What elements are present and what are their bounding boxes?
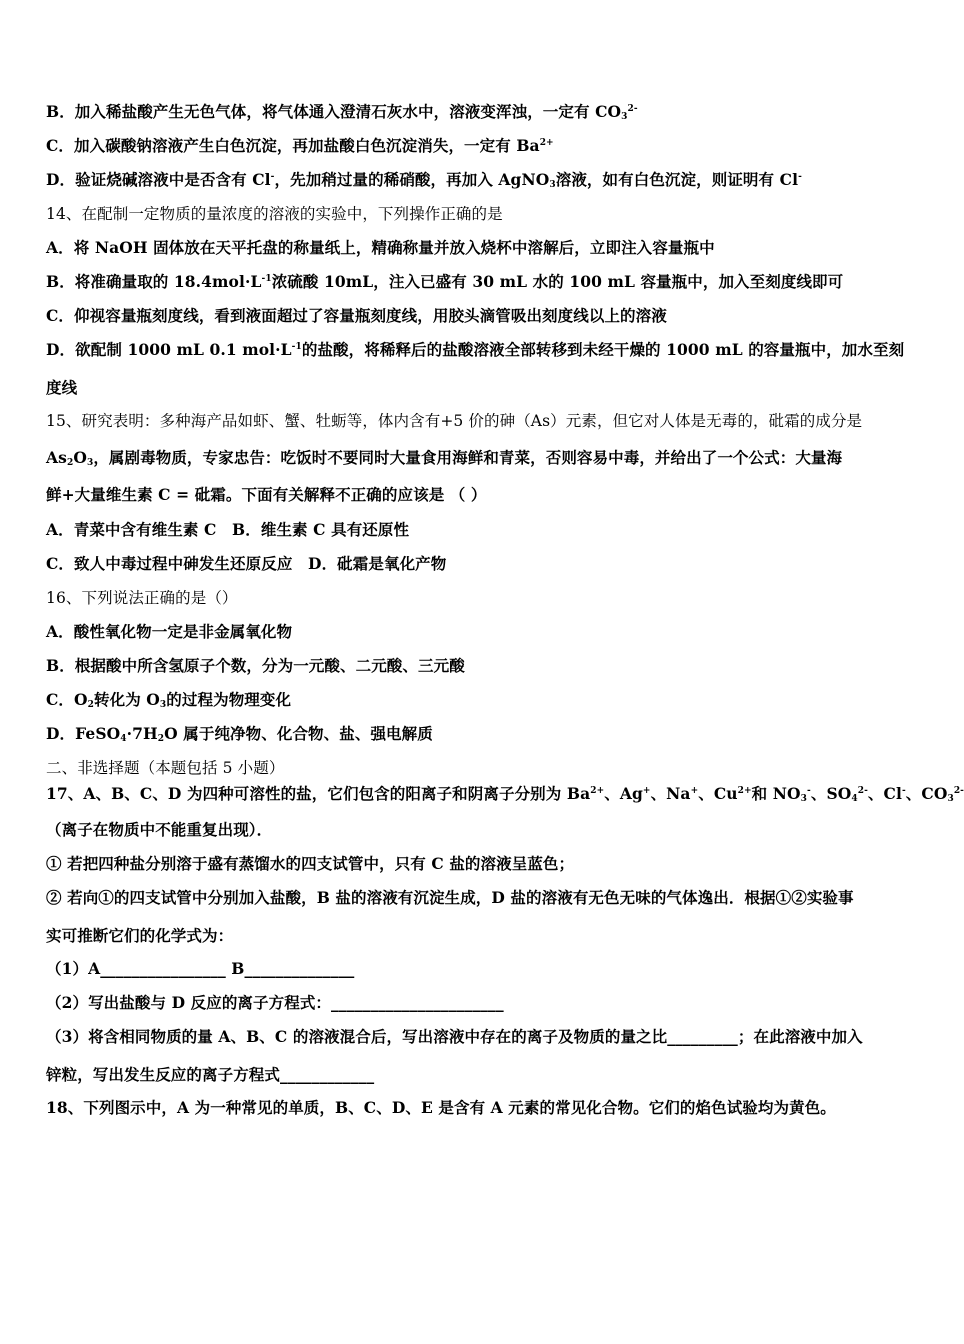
- subscript: 4: [120, 734, 127, 744]
- q13-option-c: [46, 135, 916, 157]
- subscript: 3: [800, 794, 807, 804]
- q16-option-a: A．酸性氧化物一定是非金属氧化物: [46, 622, 293, 641]
- q17-condition-1: ① 若把四种盐分别溶于盛有蒸馏水的四支试管中，只有 C 盐的溶液呈蓝色；: [46, 854, 575, 873]
- q17-subquestion-2: （2）写出盐酸与 D 反应的离子方程式：______________________: [46, 993, 504, 1012]
- question-15-line-2: [46, 447, 916, 469]
- q17-text-4: 、Cu: [698, 784, 738, 803]
- superscript: 2-: [627, 104, 638, 114]
- q14-option-b-text-2: 浓硫酸 10mL，注入已盛有 30 mL 水的 100 mL 容量瓶中，加入至刻度线即可: [271, 272, 844, 291]
- subscript: 2: [157, 734, 165, 744]
- q16-option-c: [46, 689, 916, 711]
- q13-option-d: [46, 169, 916, 191]
- q17-text-8: 、CO: [905, 784, 948, 803]
- q17-text-7: 、Cl: [867, 784, 902, 803]
- q14-option-d-text-2: 的盐酸，将稀释后的盐酸溶液全部转移到未经干燥的 1000 mL 的容量瓶中，加水至刻: [301, 340, 905, 359]
- q15-text-1: As: [46, 448, 67, 467]
- q16-option-d-text-2: ·7H: [126, 724, 158, 743]
- q14-option-d-text-1: D．欲配制 1000 mL 0.1 mol·L: [46, 340, 292, 359]
- q17-text-3: 、Na: [650, 784, 691, 803]
- question-17-line-2: （离子在物质中不能重复出现）．: [46, 820, 273, 839]
- superscript: -1: [291, 342, 302, 352]
- q16-option-d: [46, 723, 916, 745]
- superscript: -: [798, 172, 802, 182]
- q17-text-2: 、Ag: [604, 784, 643, 803]
- subscript: 4: [851, 794, 858, 804]
- q13-option-c-text: C．加入碳酸钠溶液产生白色沉淀，再加盐酸白色沉淀消失，一定有 Ba: [46, 136, 540, 155]
- q17-text-1: 17、A、B、C、D 为四种可溶性的盐，它们包含的阳离子和阴离子分别为 Ba: [46, 784, 591, 803]
- q14-option-d: [46, 339, 916, 361]
- question-15-line-3: 鲜+大量维生素 C = 砒霜。下面有关解释不正确的应该是 （ ）: [46, 485, 487, 504]
- q15-options-cd: C．致人中毒过程中砷发生还原反应 D．砒霜是氧化产物: [46, 554, 447, 573]
- q17-text-5: 和 NO: [751, 784, 801, 803]
- q14-option-c: C．仰视容量瓶刻度线，看到液面超过了容量瓶刻度线，用胶头滴管吸出刻度线以上的溶液: [46, 306, 667, 325]
- q17-subquestion-3-continuation: 锌粒，写出发生反应的离子方程式____________: [46, 1065, 375, 1084]
- subscript: 2: [66, 458, 74, 468]
- question-18: 18、下列图示中，A 为一种常见的单质，B、C、D、E 是含有 A 元素的常见化合物。它们的焰色试验均为黄色。: [46, 1098, 836, 1117]
- superscript: 2+: [590, 786, 605, 796]
- q13-option-b-text: B．加入稀盐酸产生无色气体，将气体通入澄清石灰水中，溶液变浑浊，一定有 CO: [46, 102, 622, 121]
- superscript: 2+: [539, 138, 554, 148]
- q16-option-b: B．根据酸中所含氢原子个数，分为一元酸、二元酸、三元酸: [46, 656, 465, 675]
- q17-condition-2-continuation: 实可推断它们的化学式为：: [46, 926, 234, 945]
- subscript: 3: [159, 700, 167, 710]
- question-17: [46, 783, 964, 805]
- subscript: 3: [621, 112, 628, 122]
- superscript: 2-: [857, 786, 868, 796]
- q13-option-d-text-2: ，先加稍过量的稀硝酸，再加入 AgNO: [274, 170, 550, 189]
- q13-option-b: [46, 101, 916, 123]
- q14-option-a: A．将 NaOH 固体放在天平托盘的称量纸上，精确称量并放入烧杯中溶解后，立即注入容量瓶中: [46, 238, 715, 257]
- q13-option-d-text-3: 溶液，如有白色沉淀，则证明有 Cl: [555, 170, 799, 189]
- superscript: -: [807, 786, 811, 796]
- q14-option-b: [46, 271, 916, 293]
- section-2-heading: 二、非选择题（本题包括 5 小题）: [46, 759, 285, 777]
- superscript: 2-: [953, 786, 964, 796]
- subscript: 3: [549, 180, 556, 190]
- superscript: +: [690, 786, 699, 796]
- superscript: -1: [261, 274, 272, 284]
- q15-options-ab: A．青菜中含有维生素 C B．维生素 C 具有还原性: [46, 520, 410, 539]
- question-14: 14、在配制一定物质的量浓度的溶液的实验中，下列操作正确的是: [46, 205, 503, 223]
- subscript: 2: [87, 700, 95, 710]
- superscript: 2+: [737, 786, 752, 796]
- q17-subquestion-1: （1）A________________ B______________: [46, 959, 355, 978]
- q17-text-6: 、SO: [810, 784, 852, 803]
- q14-option-b-text-1: B．将准确量取的 18.4mol·L: [46, 272, 262, 291]
- q13-option-d-text-1: D．验证烧碱溶液中是否含有 Cl: [46, 170, 271, 189]
- superscript: -: [270, 172, 275, 182]
- q16-option-d-text-1: D．FeSO: [46, 724, 121, 743]
- q16-option-d-text-3: O 属于纯净物、化合物、盐、强电解质: [164, 724, 433, 743]
- q14-option-d-continuation: 度线: [46, 378, 78, 397]
- question-15: 15、研究表明：多种海产品如虾、蟹、牡蛎等，体内含有+5 价的砷（As）元素，但它对人体是无毒的，砒霜的成分是: [46, 412, 863, 430]
- superscript: +: [642, 786, 651, 796]
- q16-option-c-text-1: C．O: [46, 690, 88, 709]
- superscript: -: [901, 786, 906, 796]
- q15-text-2: O: [73, 448, 87, 467]
- q16-option-c-text-2: 转化为 O: [94, 690, 160, 709]
- subscript: 3: [947, 794, 954, 804]
- q15-text-3: ，属剧毒物质，专家忠告：吃饭时不要同时大量食用海鲜和青菜，否则容易中毒，并给出了一个公式：大量海: [93, 448, 843, 467]
- subscript: 3: [86, 458, 94, 468]
- question-16: 16、下列说法正确的是（）: [46, 589, 238, 607]
- q17-condition-2: ② 若向①的四支试管中分别加入盐酸，B 盐的溶液有沉淀生成，D 盐的溶液有无色无味的气体逸出．根据①②实验事: [46, 888, 854, 907]
- q16-option-c-text-3: 的过程为物理变化: [166, 690, 292, 709]
- q17-subquestion-3: （3）将含相同物质的量 A、B、C 的溶液混合后，写出溶液中存在的离子及物质的量之比_________；在此溶液中加入: [46, 1027, 863, 1046]
